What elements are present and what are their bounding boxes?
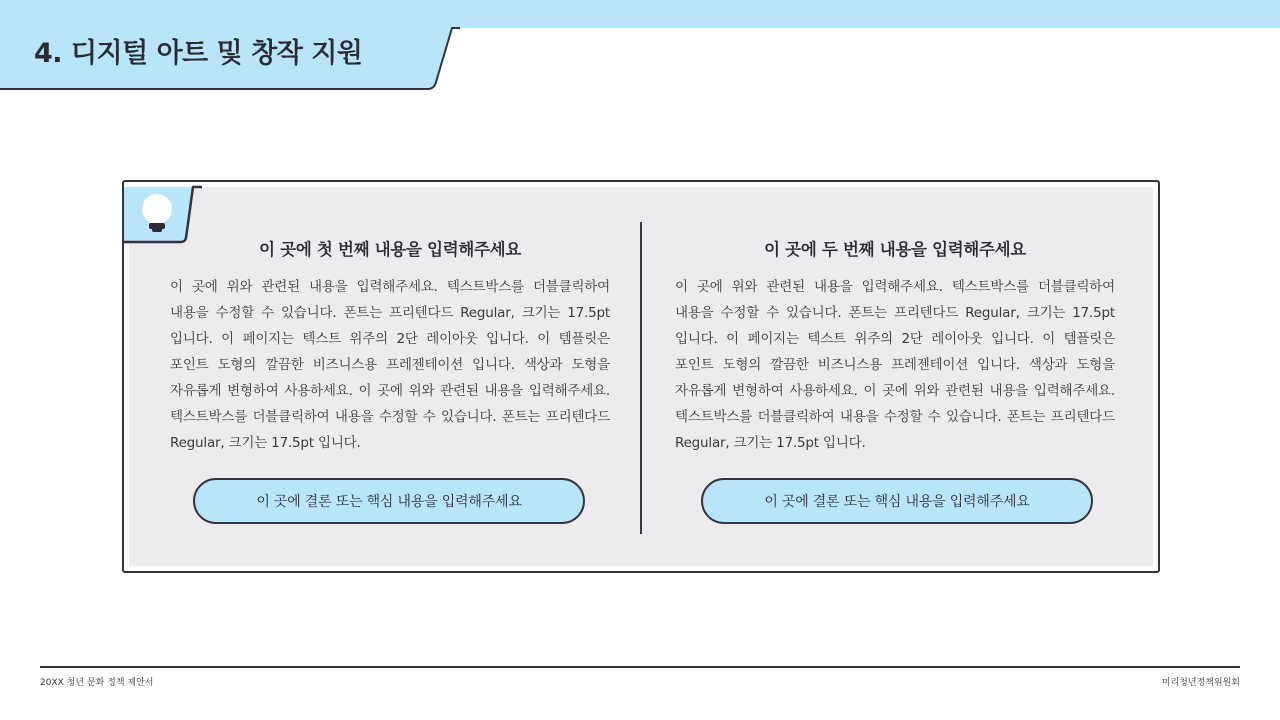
column-heading: 이 곳에 두 번째 내용을 입력해주세요: [764, 240, 1026, 259]
conclusion-pill-left[interactable]: 이 곳에 결론 또는 핵심 내용을 입력해주세요: [193, 478, 585, 524]
page-title: 4. 디지털 아트 및 창작 지원: [34, 38, 363, 69]
footer-divider: [40, 666, 1240, 668]
column-divider: [640, 222, 642, 534]
conclusion-pill-right[interactable]: 이 곳에 결론 또는 핵심 내용을 입력해주세요: [701, 478, 1093, 524]
footer-organization: 미리청년정책위원회: [1161, 678, 1240, 688]
column-heading: 이 곳에 첫 번째 내용을 입력해주세요: [259, 240, 521, 259]
column-right: [675, 236, 1115, 456]
column-body-text: 이 곳에 위와 관련된 내용을 입력해주세요. 텍스트박스를 더블클릭하여 내용을 수정할 수 있습니다. 폰트는 프리텐다드 Regular, 크기는 17.5pt 입니다. 이 페이지는 텍스트 위주의 2단 레이아웃 입니다. 이 템플릿은 포인트 도형의 깔끔한 비즈니스용 프레젠테이션 입니다. 색상과 도형을 자유롭게 변형하여 사용하세요. 이 곳에 위와 관련된 내용을 입력해주세요. 텍스트박스를 더블클릭하여 내용을 수정할 수 있습니다. 폰트는 프리텐다드 Regular, 크기는 17.5pt 입니다.: [675, 279, 1115, 451]
column-body-text: 이 곳에 위와 관련된 내용을 입력해주세요. 텍스트박스를 더블클릭하여 내용을 수정할 수 있습니다. 폰트는 프리텐다드 Regular, 크기는 17.5pt 입니다. 이 페이지는 텍스트 위주의 2단 레이아웃 입니다. 이 템플릿은 포인트 도형의 깔끔한 비즈니스용 프레젠테이션 입니다. 색상과 도형을 자유롭게 변형하여 사용하세요. 이 곳에 위와 관련된 내용을 입력해주세요. 텍스트박스를 더블클릭하여 내용을 수정할 수 있습니다. 폰트는 프리텐다드 Regular, 크기는 17.5pt 입니다.: [170, 279, 610, 451]
footer-document-title: 20XX 청년 문화 정책 제안서: [40, 678, 154, 688]
column-left: [170, 236, 610, 456]
